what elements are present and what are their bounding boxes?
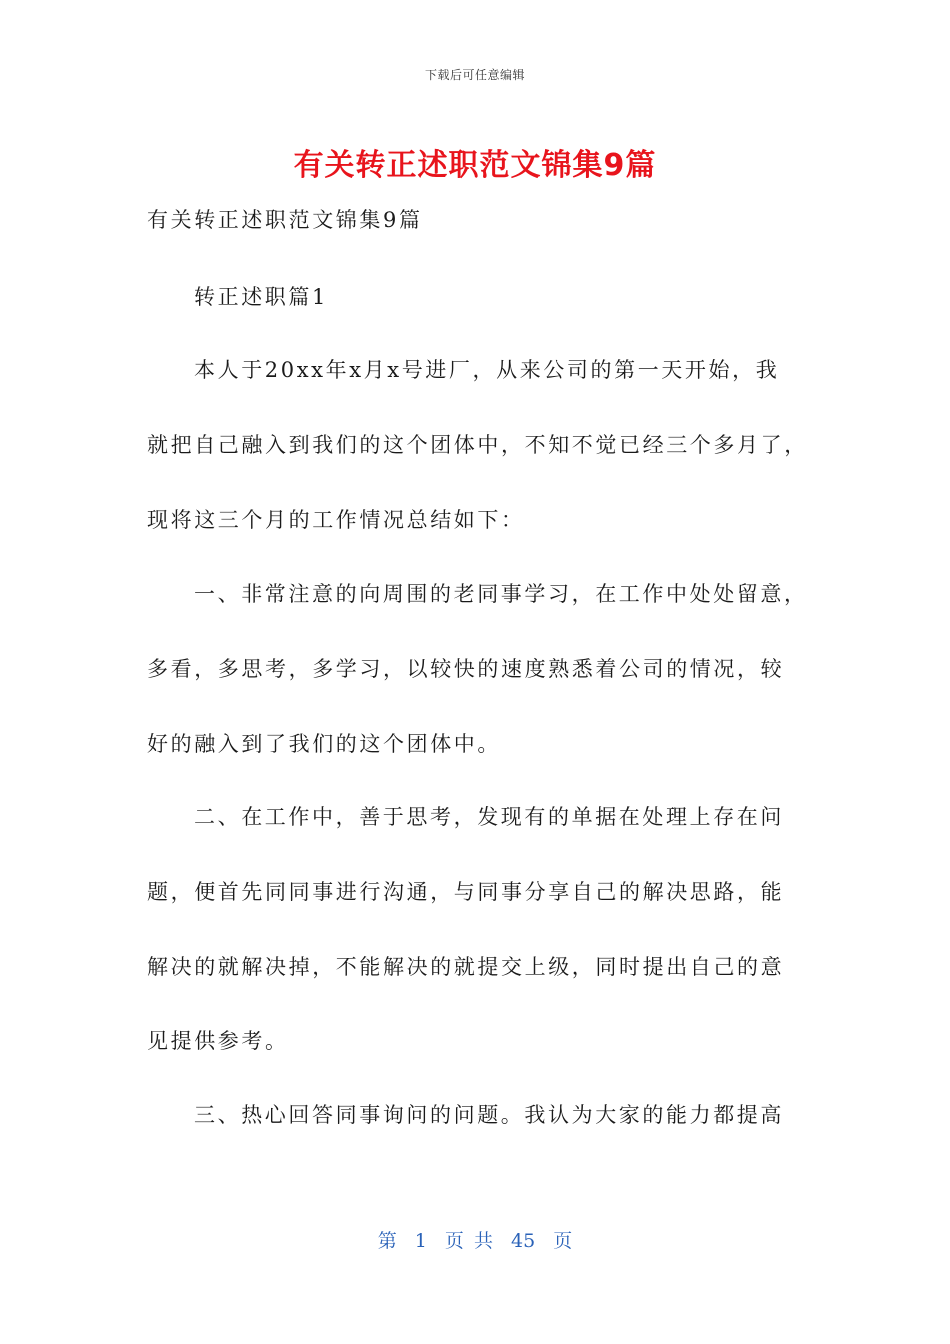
footer-middle: 页 共 [444, 1230, 493, 1252]
paragraph-line: 见提供参考。 [147, 1029, 289, 1053]
paragraph-line: 解决的就解决掉，不能解决的就提交上级，同时提出自己的意 [147, 955, 785, 979]
paragraph-line: 本人于20xx年x月x号进厂，从来公司的第一天开始，我 [194, 358, 780, 382]
paragraph-line: 多看，多思考，多学习，以较快的速度熟悉着公司的情况，较 [147, 657, 785, 681]
paragraph-line: 现将这三个月的工作情况总结如下： [147, 508, 525, 532]
footer-suffix: 页 [553, 1230, 573, 1252]
footer-page-number: 1 [414, 1230, 427, 1252]
paragraph-line: 就把自己融入到我们的这个团体中，不知不觉已经三个多月了， [147, 433, 808, 457]
footer-prefix: 第 [377, 1230, 397, 1252]
paragraph-line: 二、在工作中，善于思考，发现有的单据在处理上存在问 [194, 805, 784, 829]
subtitle-line: 有关转正述职范文锦集9篇 [147, 208, 423, 232]
section-heading: 转正述职篇1 [194, 285, 328, 309]
paragraph-line: 一、非常注意的向周围的老同事学习，在工作中处处留意， [194, 582, 808, 606]
page-footer [0, 1226, 950, 1253]
paragraph-line: 好的融入到了我们的这个团体中。 [147, 732, 501, 756]
document-title: 有关转正述职范文锦集9篇 [293, 148, 657, 183]
header-note: 下载后可任意编辑 [424, 68, 525, 82]
paragraph-line: 三、热心回答同事询问的问题。我认为大家的能力都提高 [194, 1103, 784, 1127]
footer-total-pages: 45 [511, 1230, 536, 1252]
paragraph-line: 题，便首先同同事进行沟通，与同事分享自己的解决思路，能 [147, 880, 785, 904]
